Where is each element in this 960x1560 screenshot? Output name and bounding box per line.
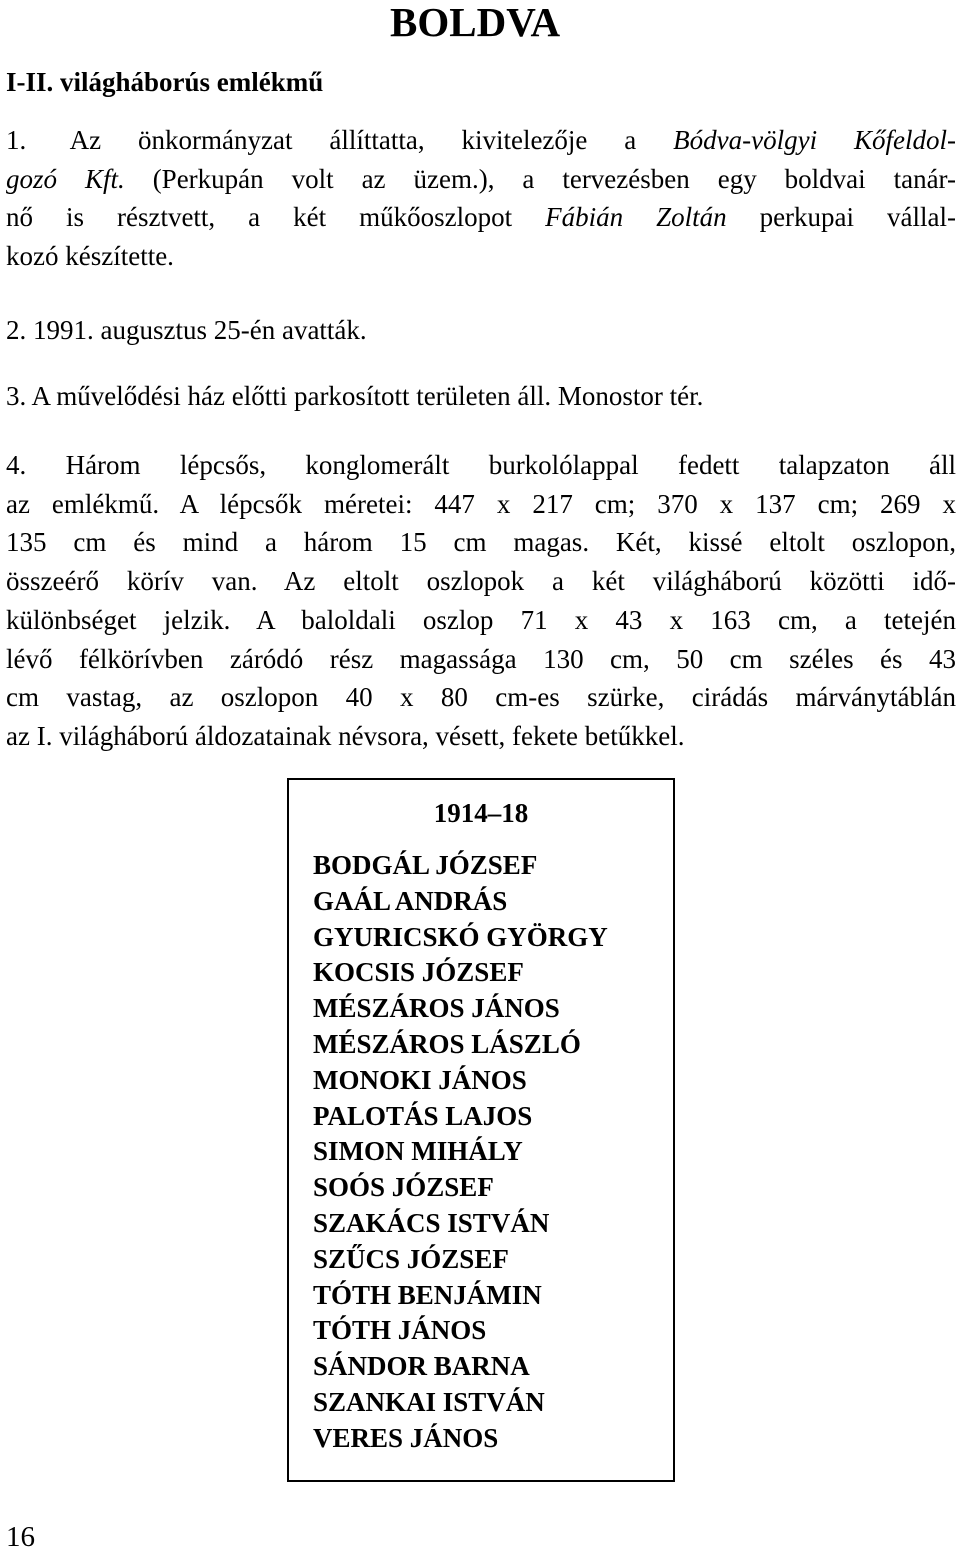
item-3-line-1: 3. A művelődési ház előtti parkosított területen áll. Monostor tér. [6,381,704,411]
victim-name: SÁNDOR BARNA [313,1351,530,1382]
page-number: 16 [6,1521,35,1553]
maker-name: Fábián Zoltán [545,202,727,233]
victim-name: SOÓS JÓZSEF [313,1172,494,1203]
victim-name: SZANKAI ISTVÁN [313,1386,545,1417]
victim-name-list [313,848,608,1457]
item-2-paragraph [6,311,956,350]
victim-name: GYURICSKÓ GYÖRGY [313,921,608,952]
item-4-line-6: lévő félkörívben záródó rész magassága 130 cm, 50 cm széles és 43 [6,643,956,674]
item-4-line-1: 4. Három lépcsős, konglomerált burkolólappal fedett talapzaton áll [6,450,956,480]
item-1-text-e: nő is résztvett, a két műkőoszlopot [6,202,513,233]
item-2-line-1: 2. 1991. augusztus 25-én avatták. [6,315,367,345]
memorial-years: 1914–18 [433,798,529,828]
victim-name: MONOKI JÁNOS [313,1064,527,1095]
item-3-paragraph [6,377,956,416]
victim-name: SIMON MIHÁLY [313,1136,523,1167]
company-name-part-2: gozó Kft. [6,163,125,194]
victim-name: TÓTH JÁNOS [313,1315,487,1346]
item-1-text-d: (Perkupán volt az üzem.), a tervezésben egy boldvai tanár- [152,163,956,194]
victim-name: TÓTH BENJÁMIN [313,1279,542,1310]
item-1-line-4: kozó készítette. [6,241,174,272]
item-4-line-3: 135 cm és mind a három 15 cm magas. Két, kissé eltolt oszlopon, [6,527,956,558]
item-4-line-5: különbséget jelzik. A baloldali oszlop 71 x 43 x 163 cm, a tetején [6,604,956,635]
item-1-number: 1. [6,125,27,155]
town-heading: BOLDVA [390,0,561,45]
item-1-text-g: perkupai vállal- [759,202,956,233]
item-4-line-7: cm vastag, az oszlopon 40 x 80 cm-es szürke, cirádás márványtáblán [6,682,956,713]
victim-name: SZŰCS JÓZSEF [313,1243,509,1274]
item-4-line-2: az emlékmű. A lépcsők méretei: 447 x 217 cm; 370 x 137 cm; 269 x [6,488,956,519]
item-4-line-4: összeérő körív van. Az eltolt oszlopok a két világháború közötti idő- [6,566,956,597]
company-name-part-1: Bódva-völgyi Kőfeldol- [673,125,956,155]
victim-name: PALOTÁS LAJOS [313,1100,533,1131]
item-1-line-3 [6,198,956,237]
item-1-line-2 [6,160,956,199]
victim-name: BODGÁL JÓZSEF [313,850,538,880]
victim-name: VERES JÁNOS [313,1422,499,1453]
victim-name: MÉSZÁROS LÁSZLÓ [313,1028,581,1059]
item-4-paragraph [6,446,956,756]
item-4-line-8: az I. világháború áldozatainak névsora, vésett, fekete betűkkel. [6,720,685,751]
item-1-paragraph [6,121,956,276]
memorial-plaque-box [287,778,675,1482]
item-1-text-a: Az önkormányzat állíttatta, kivitelezője a [69,125,637,155]
victim-name: SZAKÁCS ISTVÁN [313,1207,550,1238]
victim-name: KOCSIS JÓZSEF [313,957,524,988]
item-1-line-1 [6,121,956,160]
victim-name: GAÁL ANDRÁS [313,885,508,916]
memorial-subtitle: I-II. világháborús emlékmű [6,67,324,97]
victim-name: MÉSZÁROS JÁNOS [313,993,560,1024]
